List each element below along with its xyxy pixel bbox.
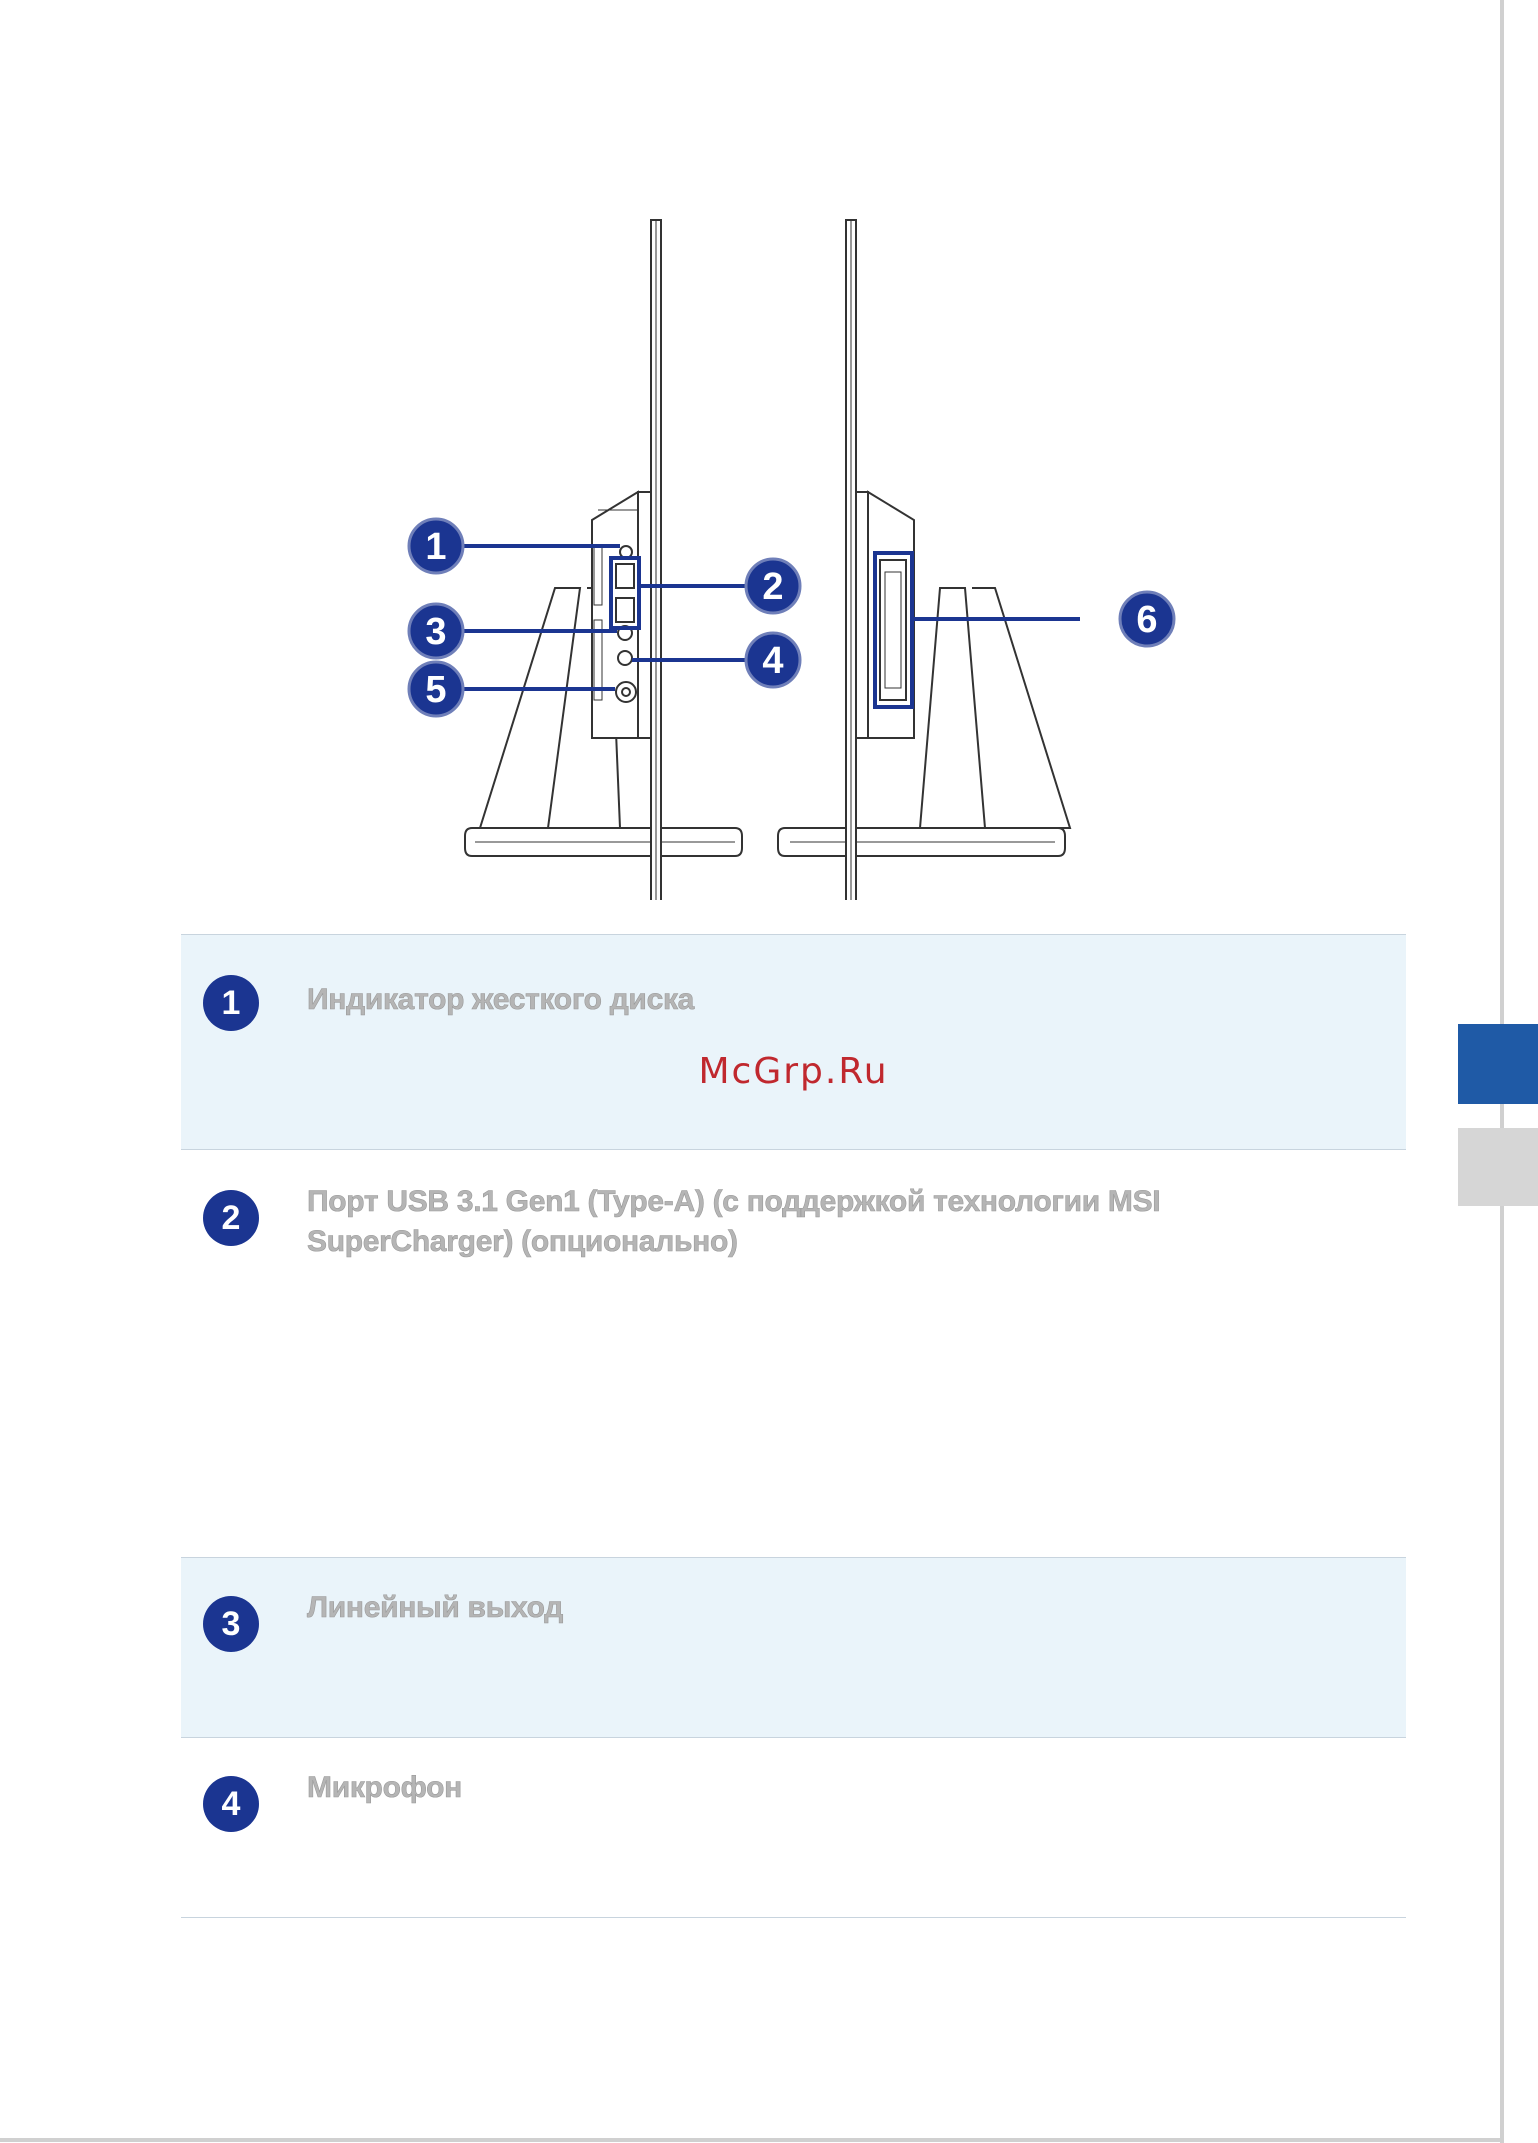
page-border-bottom <box>0 2138 1504 2142</box>
callout-6: 6 <box>1136 599 1158 641</box>
row-description: Порт USB 3.1 Gen1 (Type-A) (с поддержкой технологии MSI SuperCharger) (опционально) <box>307 1185 1161 1258</box>
row-number-badge: 4 <box>203 1776 259 1832</box>
ports-table <box>181 934 1406 1918</box>
row-number-badge: 3 <box>203 1596 259 1652</box>
table-row <box>181 1558 1406 1738</box>
side-view-diagram-svg <box>380 200 1260 900</box>
section-tab-active[interactable] <box>1458 1024 1538 1104</box>
callout-3: 3 <box>425 611 447 653</box>
callout-1: 1 <box>425 526 447 568</box>
callout-2: 2 <box>762 566 784 608</box>
callout-5: 5 <box>425 669 447 711</box>
table-row <box>181 1738 1406 1918</box>
right-stand <box>920 588 985 828</box>
left-stand <box>480 588 580 828</box>
side-view-diagram <box>380 200 1260 900</box>
right-stand-edge <box>972 588 1070 828</box>
row-number-badge: 2 <box>203 1190 259 1246</box>
watermark: McGrp.Ru <box>698 1051 889 1092</box>
table-row <box>181 1150 1406 1558</box>
row-description: Линейный выход <box>307 1591 564 1624</box>
row-number-badge: 1 <box>203 975 259 1031</box>
table-row <box>181 934 1406 1150</box>
section-tab-inactive[interactable] <box>1458 1128 1538 1206</box>
row-description: Индикатор жесткого диска <box>307 983 695 1016</box>
row-description: Микрофон <box>307 1771 462 1804</box>
callout-4: 4 <box>762 640 784 682</box>
